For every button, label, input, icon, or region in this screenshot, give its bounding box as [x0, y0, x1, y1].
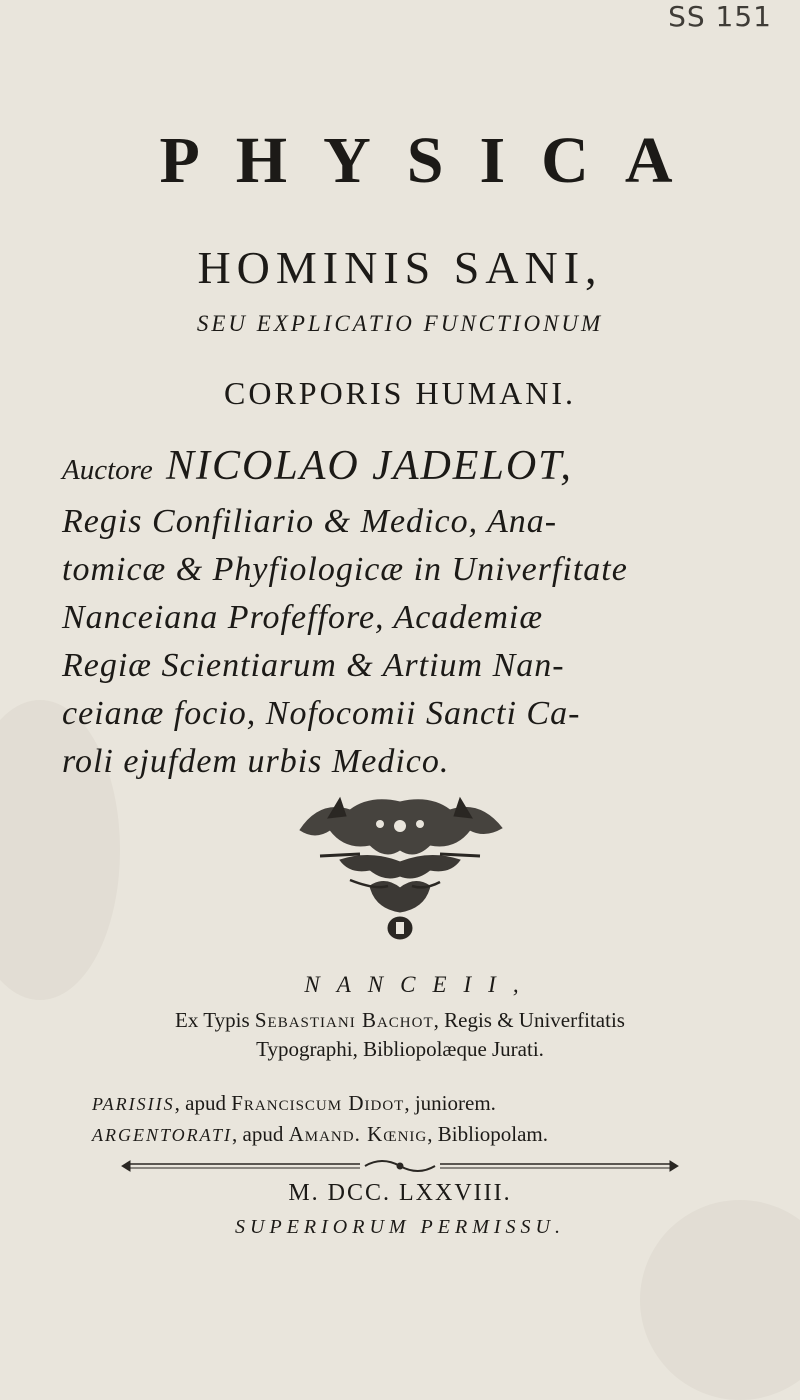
- printer-suffix: , Regis & Univerfitatis: [433, 1008, 625, 1032]
- title-subtitle: SEU EXPLICATIO FUNCTIONUM: [196, 311, 604, 336]
- imprint-paris: [92, 1091, 496, 1116]
- author-name: NICOLAO JADELOT,: [165, 443, 573, 489]
- title-physica: PHYSICA: [159, 124, 709, 197]
- paris-text: , apud: [174, 1091, 226, 1115]
- paris-label: PARISIIS: [92, 1094, 175, 1114]
- author-line: [62, 438, 762, 498]
- printer-prefix: Ex Typis: [175, 1008, 250, 1032]
- author-title-line: tomicæ & Phyfiologicæ in Univerfitate: [62, 551, 628, 588]
- shelfmark: SS 151: [668, 0, 772, 33]
- imprint-city: NANCEII,: [304, 972, 536, 997]
- author-title-line: roli ejufdem urbis Medico.: [62, 743, 450, 780]
- auctore-label: Auctore: [62, 454, 153, 486]
- author-block: [62, 438, 762, 786]
- author-title-line: Regiæ Scientiarum & Artium Nan-: [62, 647, 565, 684]
- imprint-argentorati: [92, 1122, 548, 1147]
- title-hominis-sani: HOMINIS SANI,: [197, 242, 603, 293]
- argent-text: , apud: [232, 1122, 284, 1146]
- argent-name: Amand. Kœnig: [288, 1122, 428, 1146]
- author-title-line: ceianæ focio, Nofocomii Sancti Ca-: [62, 695, 581, 732]
- imprint-year: M. DCC. LXXVIII.: [288, 1180, 512, 1206]
- imprint-printer-line2: Typographi, Bibliopolæque Jurati.: [256, 1037, 544, 1061]
- argent-label: ARGENTORATI: [92, 1125, 233, 1145]
- printer-name: Sebastiani Bachot: [254, 1008, 434, 1032]
- ornamental-rule-icon: [120, 1158, 680, 1174]
- paris-name: Franciscum Didot: [231, 1091, 405, 1115]
- argent-suffix: , Bibliopolam.: [427, 1122, 549, 1146]
- author-title-line: Nanceiana Profeffore, Academiæ: [62, 599, 544, 636]
- imprint-permission: SUPERIORUM PERMISSU.: [235, 1216, 565, 1238]
- title-corporis: CORPORIS HUMANI.: [223, 375, 577, 411]
- author-title-line: Regis Confiliario & Medico, Ana-: [62, 503, 558, 540]
- author-titles: [62, 498, 762, 786]
- printers-ornament-icon: [280, 790, 520, 950]
- paris-suffix: , juniorem.: [404, 1091, 496, 1115]
- imprint-printer: [0, 1006, 800, 1035]
